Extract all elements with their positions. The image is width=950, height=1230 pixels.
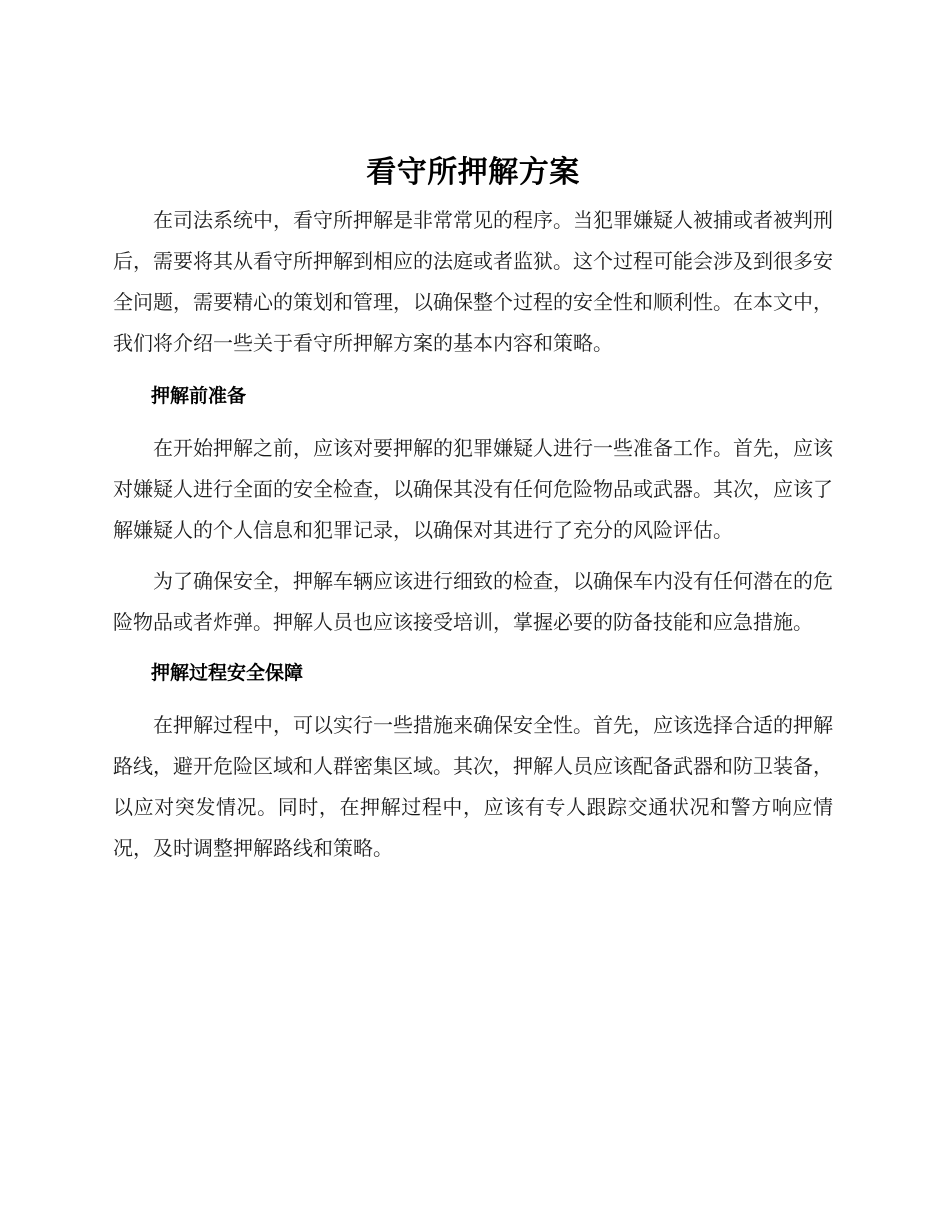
section-heading-safety: 押解过程安全保障 [151, 662, 304, 684]
intro-paragraph: 在司法系统中，看守所押解是非常常见的程序。当犯罪嫌疑人被捕或者被判刑后，需要将其从看守所押解到相应的法庭或者监狱。这个过程可能会涉及到很多安全问题，需要精心的策划和管理，以确保整个过程的安全性和顺利性。在本文中，我们将介绍一些关于看守所押解方案的基本内容和策略。 [113, 208, 833, 355]
document-title: 看守所押解方案 [366, 155, 580, 190]
preparation-paragraph-1: 在开始押解之前，应该对要押解的犯罪嫌疑人进行一些准备工作。首先，应该对嫌疑人进行全面的安全检查，以确保其没有任何危险物品或武器。其次，应该了解嫌疑人的个人信息和犯罪记录，以确保对其进行了充分的风险评估。 [113, 436, 833, 542]
section-heading-preparation: 押解前准备 [151, 385, 247, 407]
safety-paragraph-1: 在押解过程中，可以实行一些措施来确保安全性。首先，应该选择合适的押解路线，避开危险区域和人群密集区域。其次，押解人员应该配备武器和防卫装备，以应对突发情况。同时，在押解过程中，应该有专人跟踪交通状况和警方响应情况，及时调整押解路线和策略。 [113, 713, 833, 860]
document-content [113, 152, 833, 869]
preparation-paragraph-2: 为了确保安全，押解车辆应该进行细致的检查，以确保车内没有任何潜在的危险物品或者炸弹。押解人员也应该接受培训，掌握必要的防备技能和应急措施。 [113, 569, 833, 634]
